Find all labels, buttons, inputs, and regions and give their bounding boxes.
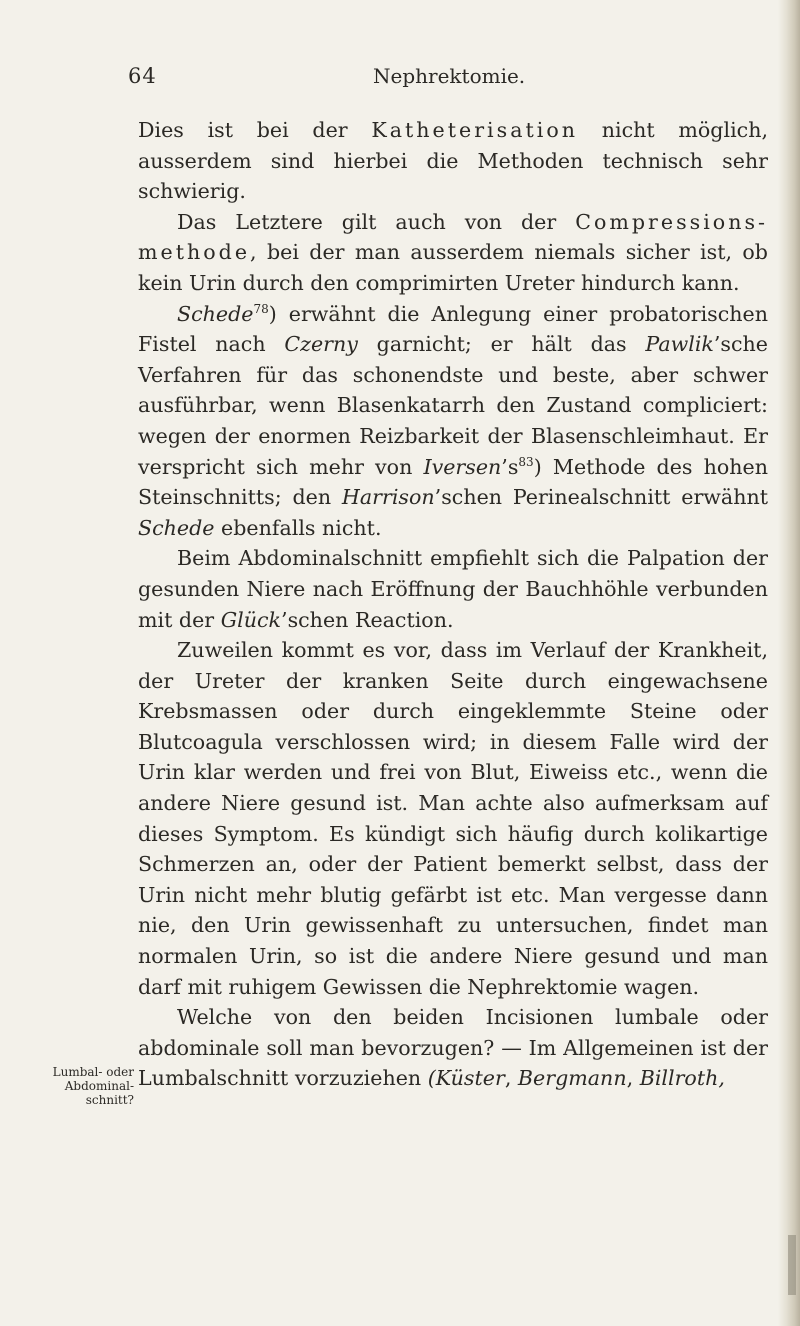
page-header <box>0 64 800 94</box>
paragraph-incision <box>138 1002 768 1094</box>
author-name: Harrison <box>341 485 435 510</box>
spaced-term: Compressions-methode <box>138 209 768 265</box>
author-name: Pawlik <box>645 332 714 357</box>
text-run: ’s <box>501 454 519 479</box>
text-run: Beim Abdominalschnitt empfiehlt sich die Palpation der gesunden Niere nach Eröffnung der Bauchhöhle verbunden mit der <box>138 546 768 632</box>
text-run: , bei der man ausserdem niemals sicher ist, ob kein Urin durch den comprimirten Ureter hindurch kann. <box>138 240 768 295</box>
paragraph-compression <box>138 207 768 299</box>
page-edge-shadow <box>788 1235 796 1295</box>
footnote-ref: 78 <box>253 301 269 316</box>
text-run: , <box>626 1066 640 1091</box>
text-run: Das Letztere gilt auch von der <box>177 209 576 234</box>
text-run: , <box>504 1066 518 1091</box>
text-run: Dies ist bei der <box>138 118 372 142</box>
text-run: nicht möglich, ausserdem sind hierbei die Methoden technisch sehr schwierig. <box>138 118 769 204</box>
marginal-note-line: Abdominal- <box>64 1079 134 1093</box>
paragraph-katheterisation <box>138 115 768 207</box>
text-run: ’schen Reaction. <box>281 607 454 632</box>
author-name: Bergmann <box>517 1066 627 1091</box>
text-run: ’sche Verfahren für das schonendste und beste, aber schwer ausführbar, wenn Blasenkatarrh den Zustand compliciert: wegen der enormen Reizbarkeit der Blasenschleimhaut. Er verspricht sich mehr von <box>138 332 768 479</box>
paragraph-abdominalschnitt <box>138 543 768 635</box>
author-name: Schede <box>138 515 215 540</box>
author-name: Schede <box>177 301 254 326</box>
page-edge <box>778 0 800 1326</box>
author-name: Iversen <box>423 454 502 479</box>
spaced-term: Katheterisation <box>371 118 579 142</box>
marginal-note <box>4 1065 134 1107</box>
paragraph-schede <box>138 299 768 544</box>
text-run: ) erwähnt die Anlegung einer probatorischen Fistel nach <box>138 301 768 357</box>
body-text <box>138 115 768 1094</box>
author-name: Glück <box>220 607 282 632</box>
running-title: Nephrektomie. <box>373 64 526 88</box>
text-run: ebenfalls nicht. <box>214 515 382 540</box>
text-run: garnicht; er hält das <box>357 332 646 357</box>
marginal-note-line: schnitt? <box>85 1093 134 1107</box>
page-number: 64 <box>128 64 157 88</box>
author-name: Billroth, <box>639 1066 725 1091</box>
text-run: Welche von den beiden Incisionen lumbale oder abdominale soll man bevorzugen? — Im Allgemeinen ist der Lumbalschnitt vorzuziehen <box>138 1005 768 1091</box>
text-run: ’schen Perinealschnitt erwähnt <box>434 485 768 510</box>
author-name: Czerny <box>284 332 358 357</box>
text-run: ) Methode des hohen Steinschnitts; den <box>138 454 768 510</box>
paragraph-ureter: Zuweilen kommt es vor, dass im Verlauf der Krankheit, der Ureter der kranken Seite durch eingewachsene Krebsmassen oder durch eingeklemmte Steine oder Blutcoagula verschlossen wird; in diesem Falle wird der Urin klar werden und frei von Blut, Eiweiss etc., wenn die andere Niere gesund ist. Man achte also aufmerksam auf dieses Symptom. Es kündigt sich häufig durch kolikartige Schmerzen an, oder der Patient bemerkt selbst, dass der Urin nicht mehr blutig gefärbt ist etc. Man vergesse dann nie, den Urin gewissenhaft zu untersuchen, findet man normalen Urin, so ist die andere Niere gesund und man darf mit ruhigem Gewissen die Nephrektomie wagen. <box>138 638 768 999</box>
marginal-note-line: Lumbal- oder <box>52 1065 134 1079</box>
author-name: (Küster <box>427 1066 505 1091</box>
footnote-ref: 83 <box>518 454 534 469</box>
